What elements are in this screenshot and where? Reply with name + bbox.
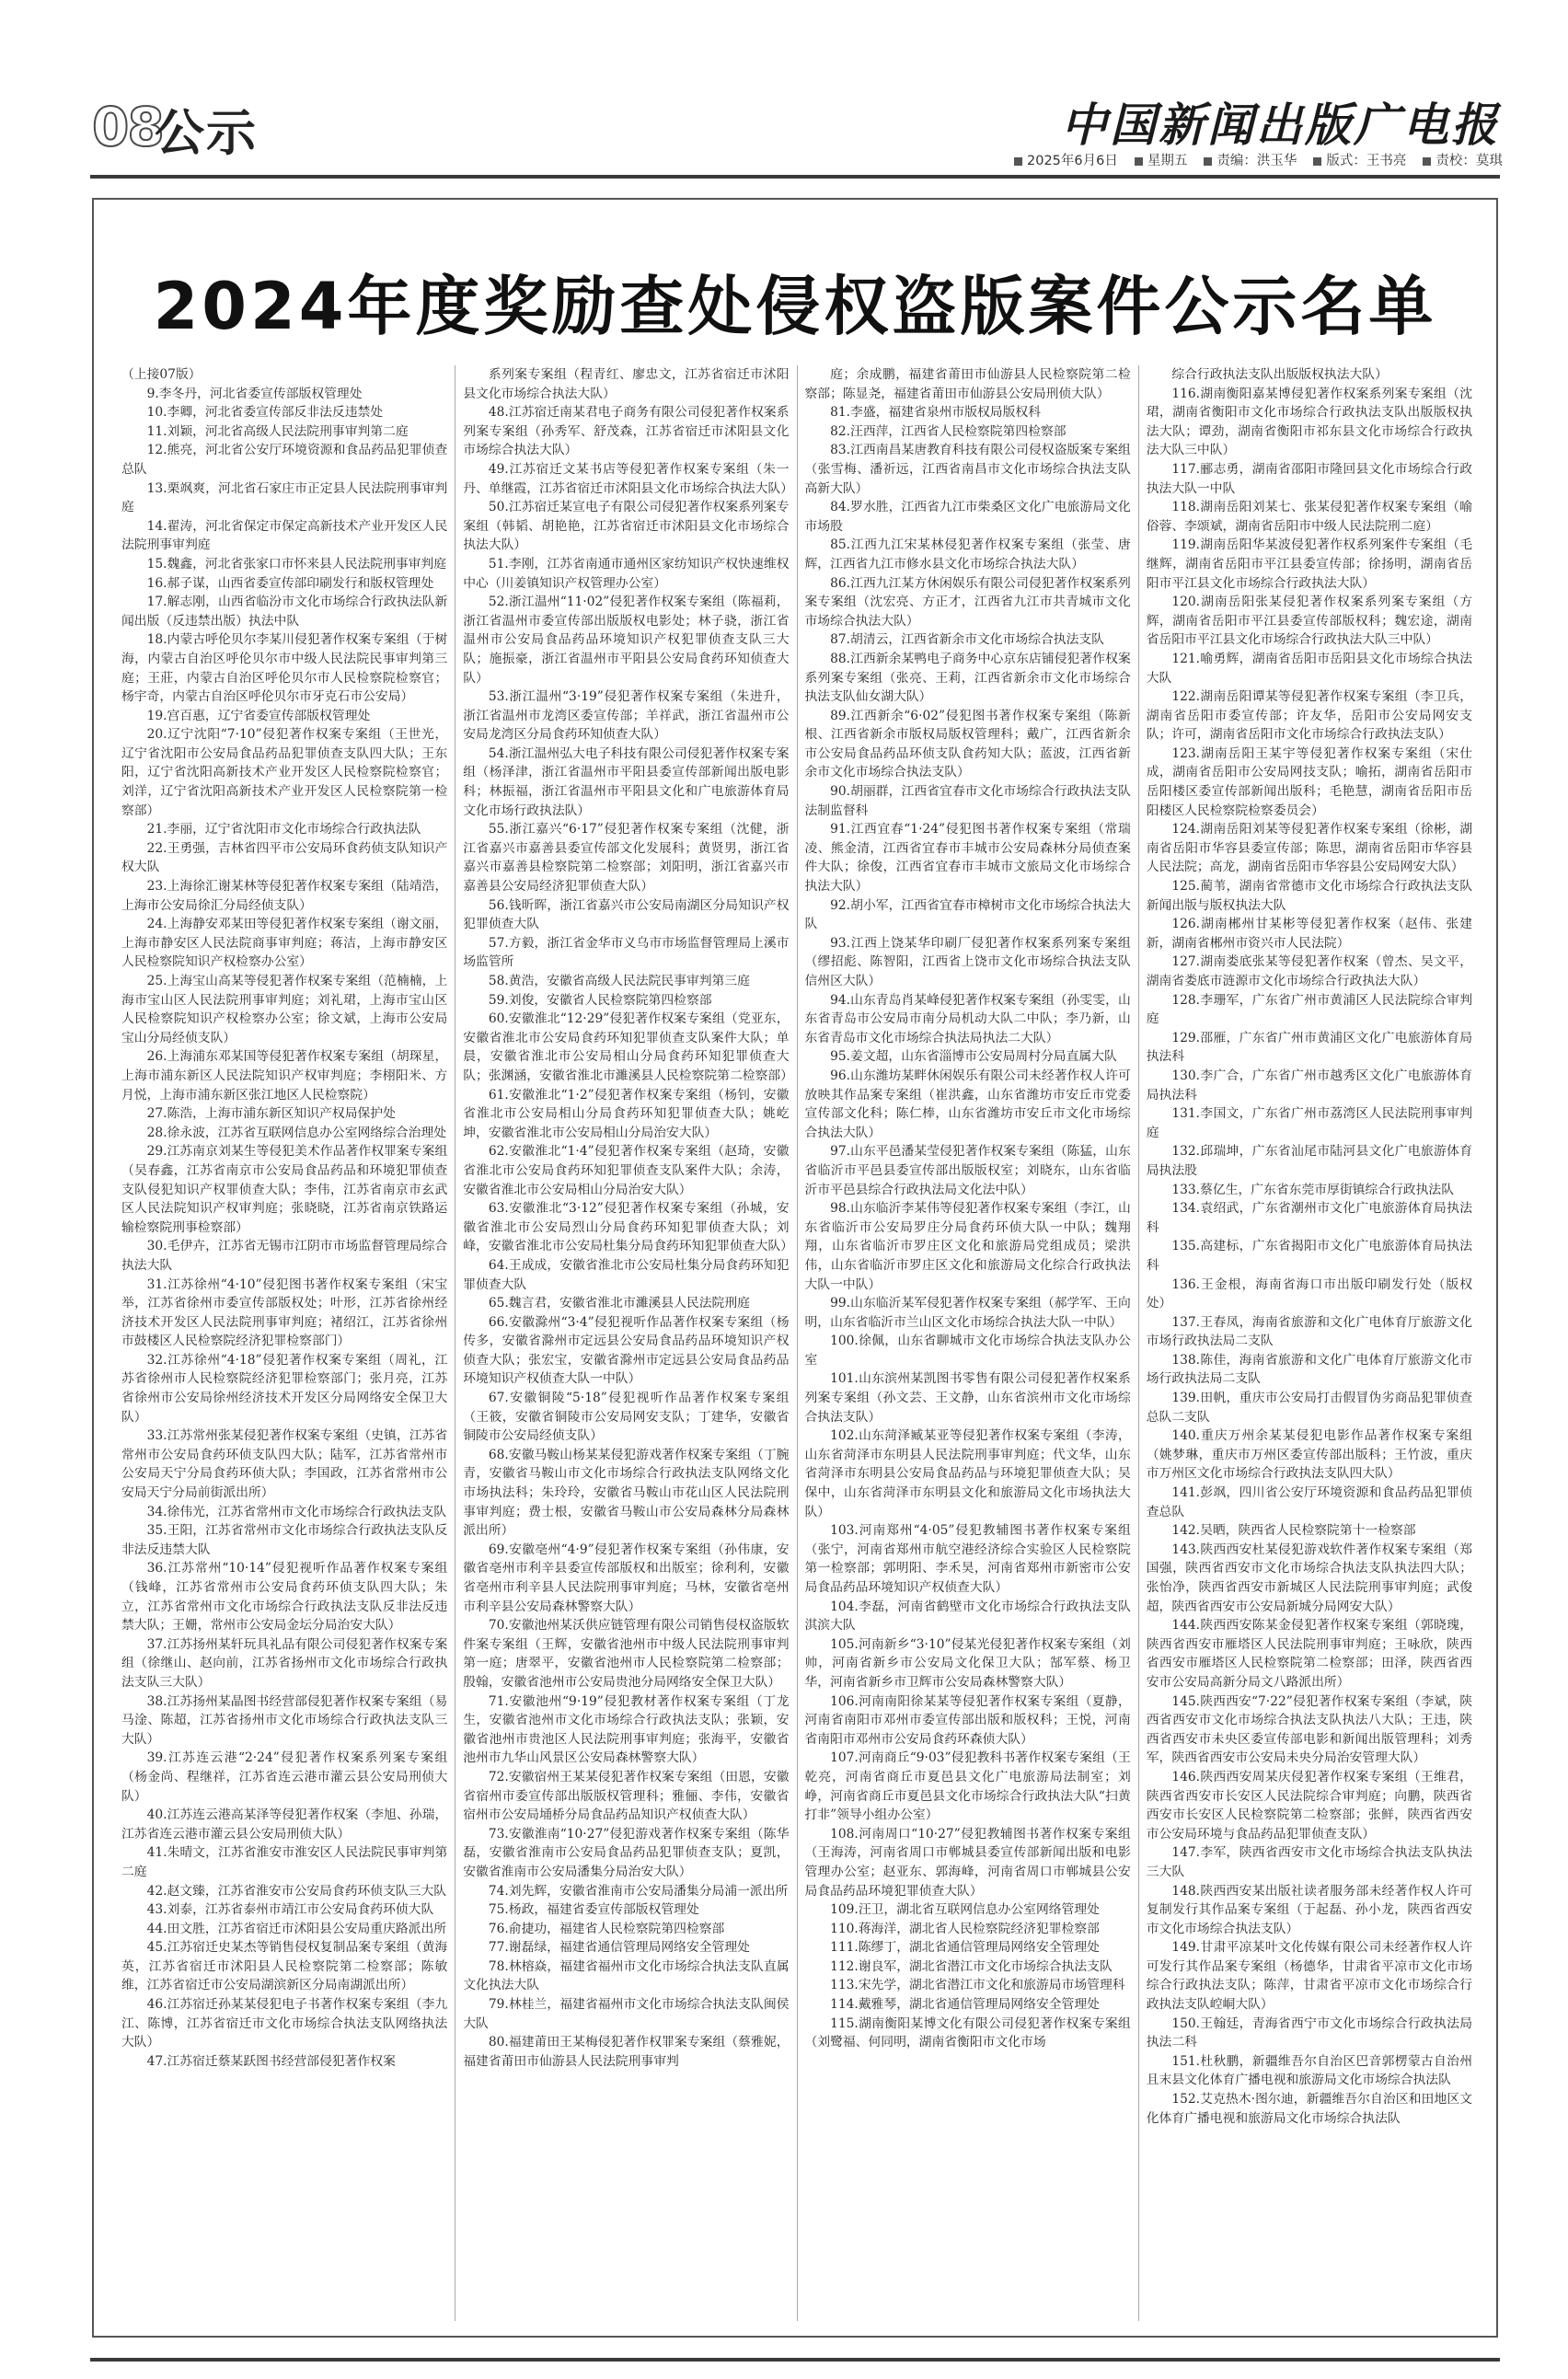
list-item: 29.江苏南京刘某生等侵犯美术作品著作权罪案专案组（吴春鑫，江苏省南京市公安局食品药品和环境犯罪侦查支队侵犯知识产权罪侦查大队；李伟，江苏省南京市玄武区人民法院知识产权审判庭；张晓晓，江苏省南京铁路运输检察院刑事检察部） <box>121 1144 448 1235</box>
list-item: 45.江苏宿迁史某杰等销售侵权复制品案专案组（黄海英，江苏省宿迁市沭阳县人民检察院第二检察部；陈敏维，江苏省宿迁市公安局湖滨新区分局南湖派出所） <box>121 1940 448 1993</box>
list-item: 90.胡丽群，江西省宜春市文化市场综合行政执法支队法制监督科 <box>804 784 1131 818</box>
list-item: 110.蒋海洋，湖北省人民检察院经济犯罪检察部 <box>830 1921 1100 1936</box>
list-item: 131.李国文，广东省广州市荔湾区人民法院刑事审判庭 <box>1146 1106 1472 1140</box>
list-item: （上接07版） <box>121 367 202 382</box>
list-item: 49.江苏宿迁文某书店等侵犯著作权案专案组（朱一丹、单继霞，江苏省宿迁市沭阳县文化市场综合执法大队） <box>463 461 793 496</box>
list-item: 12.熊亮，河北省公安厅环境资源和食品药品犯罪侦查总队 <box>121 443 448 477</box>
list-item: 65.魏言君，安徽省淮北市濉溪县人民法院刑庭 <box>488 1296 750 1311</box>
list-item: 87.胡清云，江西省新余市文化市场综合执法支队 <box>830 632 1104 648</box>
list-item: 95.姜文超，山东省淄博市公安局周村分局直属大队 <box>830 1049 1117 1065</box>
list-item: 126.湖南郴州甘某彬等侵犯著作权案（赵伟、张建新，湖南省郴州市资兴市人民法院） <box>1146 917 1472 951</box>
list-item: 33.江苏常州张某侵犯著作权案专案组（史镇，江苏省常州市公安局食药环侦支队四大队；陆军，江苏省常州市公安局天宁分局食药环侦大队；李国政，江苏省常州市公安局天宁分局前街派出所） <box>121 1428 448 1501</box>
list-item: 46.江苏宿迁孙某某侵犯电子书著作权案专案组（李九江、陈博，江苏省宿迁市文化市场综合执法支队网络执法大队） <box>121 1997 448 2050</box>
list-item: 11.刘颖，河北省高级人民法院刑事审判第二庭 <box>146 423 409 439</box>
list-item: 30.毛伊卉，江苏省无锡市江阴市市场监督管理局综合执法大队 <box>121 1239 448 1273</box>
list-item: 117.郦志勇，湖南省邵阳市隆回县文化市场综合行政执法大队一中队 <box>1146 461 1472 496</box>
article-title: 2024年度奖励查处侵权盗版案件公示名单 <box>153 269 1437 344</box>
list-item: 24.上海静安邓某田等侵犯著作权案专案组（谢文丽，上海市静安区人民法院商事审判庭；蒋洁，上海市静安区人民检察院知识产权检察办公室） <box>121 917 448 970</box>
list-item: 92.胡小军，江西省宜春市樟树市文化市场综合执法大队 <box>804 897 1131 932</box>
column-1 <box>114 365 455 2321</box>
list-item: 76.俞捷功，福建省人民检察院第四检察部 <box>488 1921 725 1936</box>
article-columns <box>114 365 1480 2321</box>
list-item: 102.山东菏泽臧某亚等侵犯著作权案专案组（李涛，山东省菏泽市东明县人民法院刑事审判庭；代文华，山东省菏泽市东明县公安局食品药品与环境犯罪侦查大队；吴保中，山东省菏泽市东明县文化和旅游局文化市场执法大队） <box>804 1428 1131 1519</box>
section-title: 公示 <box>155 104 258 162</box>
list-item: 48.江苏宿迁南某君电子商务有限公司侵犯著作权案系列案专案组（孙秀军、舒茂森，江苏省宿迁市沭阳县文化市场综合执法大队） <box>463 405 790 458</box>
list-item: 139.田帆，重庆市公安局打击假冒伪劣商品犯罪侦查总队二支队 <box>1146 1391 1472 1425</box>
column-2 <box>455 365 796 2321</box>
list-item: 152.艾克热木·图尔迪，新疆维吾尔自治区和田地区文化体育广播电视和旅游局文化市场综合执法队 <box>1146 2092 1472 2126</box>
list-item: 40.江苏连云港高某泽等侵犯著作权案（李旭、孙瑞，江苏省连云港市灌云县公安局刑侦大队） <box>121 1807 448 1842</box>
list-item: 61.安徽淮北“1·2”侵犯著作权案专案组（杨钊，安徽省淮北市公安局相山分局食药环知犯罪侦查大队；姚屹坤，安徽省淮北市公安局相山分局治安大队） <box>463 1087 790 1140</box>
list-item: 143.陕西西安杜某侵犯游戏软件著作权案专案组（郑国强，陕西省西安市文化市场综合执法支队执法四大队；张怡净，陕西省西安市新城区人民法院刑事审判庭；武俊超，陕西省西安市公安局新城分局网安大队） <box>1146 1542 1472 1614</box>
list-item: 10.李卿，河北省委宣传部反非法反违禁处 <box>146 405 384 421</box>
list-item: 77.谢磊绿，福建省通信管理局网络安全管理处 <box>488 1940 750 1956</box>
column-4 <box>1138 365 1480 2321</box>
list-item: 64.王成成，安徽省淮北市公安局杜集分局食药环知犯罪侦查大队 <box>463 1257 790 1292</box>
list-item: 96.山东潍坊某畔休闲娱乐有限公司未经著作权人许可放映其作品案专案组（崔洪鑫，山东省潍坊市安丘市党委宣传部文化科；陈仁棒，山东省潍坊市安丘市文化市场综合执法大队） <box>804 1068 1131 1140</box>
list-item: 51.李刚，江苏省南通市通州区家纺知识产权快速维权中心（川姜镇知识产权管理办公室） <box>463 556 790 591</box>
list-item: 111.陈缪丁，湖北省通信管理局网络安全管理处 <box>830 1940 1100 1956</box>
list-item: 32.江苏徐州“4·18”侵犯著作权案专案组（周礼，江苏省徐州市人民检察院经济犯罪检察部门；张月亮，江苏省徐州市公安局徐州经济技术开发区分局网络安全保卫大队） <box>121 1352 448 1425</box>
list-item: 142.吴晒，陕西省人民检察院第十一检察部 <box>1171 1523 1416 1539</box>
list-item: 135.高建标，广东省揭阳市文化广电旅游体育局执法科 <box>1146 1239 1472 1273</box>
list-item: 85.江西九江宋某林侵犯著作权案专案组（张莹、唐辉，江西省九江市修水县文化市场综合执法大队） <box>804 537 1131 572</box>
list-item: 141.彭飒，四川省公安厅环境资源和食品药品犯罪侦查总队 <box>1146 1485 1472 1519</box>
list-item: 44.田文胜，江苏省宿迁市沭阳县公安局重庆路派出所 <box>146 1921 447 1936</box>
list-item: 114.戴雅琴，湖北省通信管理局网络安全管理处 <box>830 1997 1100 2013</box>
list-item: 133.蔡亿生，广东省东莞市厚街镇综合行政执法队 <box>1171 1182 1454 1197</box>
list-item: 74.刘先辉，安徽省淮南市公安局潘集分局浦一派出所 <box>488 1883 789 1899</box>
header-rule <box>90 175 1500 179</box>
issue-editor: 责编：洪玉华 <box>1204 150 1297 169</box>
list-item: 53.浙江温州“3·19”侵犯著作权案专案组（朱进升，浙江省温州市龙湾区委宣传部；羊祥武，浙江省温州市公安局龙湾区分局食药环知侦查大队） <box>463 689 790 743</box>
list-item: 130.李广合，广东省广州市越秀区文化广电旅游体育局执法科 <box>1146 1068 1472 1103</box>
list-item: 123.湖南岳阳王某宇等侵犯著作权案专案组（宋仕成，湖南省岳阳市公安局网技支队；喻拓，湖南省岳阳市岳阳楼区委宣传部新闻出版科；毛艳慧，湖南省岳阳市岳阳楼区人民检察院检察委员会） <box>1146 745 1472 818</box>
list-item: 105.河南新乡“3·10”侵某光侵犯著作权案专案组（刘帅，河南省新乡市公安局文化保卫大队；郜军蔡、杨卫华，河南省新乡市卫辉市公安局森林警察大队） <box>804 1636 1131 1690</box>
list-item: 42.赵文臻，江苏省淮安市公安局食药环侦支队三大队 <box>146 1883 447 1899</box>
list-item: 55.浙江嘉兴“6·17”侵犯著作权案专案组（沈健，浙江省嘉兴市嘉善县委宣传部文化发展科；黄贤男，浙江省嘉兴市嘉善县检察院第二检察部；刘阳明，浙江省嘉兴市嘉善县公安局经济犯罪侦查大队） <box>463 822 790 895</box>
list-item: 60.安徽淮北“12·29”侵犯著作权案专案组（党亚东，安徽省淮北市公安局食药环知犯罪侦查支队案件大队；单晨，安徽省淮北市公安局相山分局食药环知犯罪侦查大队；张渊涵，安徽省淮北市濉溪县人民检察院第二检察部） <box>463 1011 793 1083</box>
list-item: 120.湖南岳阳张某侵犯著作权案系列案专案组（方辉，湖南省岳阳市平江县委宣传部版权科；魏宏途，湖南省岳阳市平江县文化市场综合行政执法大队三中队） <box>1146 595 1472 648</box>
list-item: 71.安徽池州“9·19”侵犯教材著作权案专案组（丁龙生，安徽省池州市文化市场综合行政执法支队；张颖，安徽省池州市贵池区人民法院刑事审判庭；张海平，安徽省池州市九华山风景区公安局森林警察大队） <box>463 1693 790 1766</box>
issue-proofreader: 责校：莫琪 <box>1423 150 1503 169</box>
list-item: 145.陕西西安“7·22”侵犯著作权案专案组（李斌，陕西省西安市文化市场综合执法支队执法八大队；王违，陕西省西安市未央区委宣传部电影和新闻出版管理科；刘秀军，陕西省西安市公安局未央分局治安管理大队） <box>1146 1693 1472 1766</box>
list-item: 129.邵雁，广东省广州市黄浦区文化广电旅游体育局执法科 <box>1146 1030 1472 1065</box>
list-item: 98.山东临沂李某伟等侵犯著作权案专案组（李江，山东省临沂市公安局罗庄分局食药环侦大队一中队；魏翔翔，山东省临沂市罗庄区文化和旅游局党组成员；梁洪伟，山东省临沂市罗庄区文化和旅游局文化综合行政执法大队一中队） <box>804 1201 1131 1292</box>
list-item: 13.栗飒爽，河北省石家庄市正定县人民法院刑事审判庭 <box>121 480 448 515</box>
list-item: 103.河南郑州“4·05”侵犯教辅图书著作权案专案组（张宁，河南省郑州市航空港经济综合实验区人民检察院第一检察部；郭明阳、李禾昊，河南省郑州市新密市公安局食品药品环境知识产权侦查大队） <box>804 1523 1131 1595</box>
list-item: 27.陈浩，上海市浦东新区知识产权局保护处 <box>146 1106 396 1122</box>
list-item: 9.李冬丹，河北省委宣传部版权管理处 <box>146 386 363 401</box>
article-frame <box>92 198 1498 2338</box>
list-item: 21.李丽，辽宁省沈阳市文化市场综合行政执法队 <box>146 822 421 837</box>
list-item: 147.李军，陕西省西安市文化市场综合执法支队执法三大队 <box>1146 1845 1472 1879</box>
list-item: 69.安徽亳州“4·9”侵犯著作权案专案组（孙伟康，安徽省亳州市利辛县委宣传部版权和出版室；徐利利，安徽省亳州市利辛县人民法院刑事审判庭；马林，安徽省亳州市利辛县公安局森林警察大队） <box>463 1542 790 1614</box>
list-item: 122.湖南岳阳谭某等侵犯著作权案专案组（李卫兵，湖南省岳阳市委宣传部；许友华，岳阳市公安局网安支队；许可，湖南省岳阳市文化市场综合行政执法支队） <box>1146 689 1472 743</box>
list-item: 93.江西上饶某华印刷厂侵犯著作权案系列案专案组（缪招彪、陈智阳，江西省上饶市文化市场综合执法支队信州区大队） <box>804 935 1131 988</box>
list-item: 17.解志刚，山西省临汾市文化市场综合行政执法队新闻出版（反违禁出版）执法中队 <box>121 595 448 629</box>
list-item: 124.湖南岳阳刘某等侵犯著作权案专案组（徐彬，湖南省岳阳市华容县委宣传部；陈思，湖南省岳阳市华容县人民法院；高龙，湖南省岳阳市华容县公安局网安大队） <box>1146 822 1472 875</box>
page-number: 08 <box>92 96 163 158</box>
list-item: 80.福建莆田王某梅侵犯著作权罪案专案组（蔡雅妮，福建省莆田市仙游县人民法院刑事审判 <box>463 2035 790 2069</box>
issue-layout: 版式：王书亮 <box>1313 150 1406 169</box>
list-item: 47.江苏宿迁蔡某跃图书经营部侵犯著作权案 <box>146 2053 396 2069</box>
list-item: 82.汪西萍，江西省人民检察院第四检察部 <box>830 423 1066 439</box>
list-item: 56.钱昕晖，浙江省嘉兴市公安局南湖区分局知识产权犯罪侦查大队 <box>463 897 790 932</box>
list-item: 79.林桂兰，福建省福州市文化市场综合执法支队闽侯大队 <box>463 1997 790 2031</box>
list-item: 119.湖南岳阳华某波侵犯著作权系列案件专案组（毛继辉，湖南省岳阳市平江县委宣传部；徐扬明，湖南省岳阳市平江县文化市场综合行政执法大队） <box>1146 537 1472 591</box>
list-item: 89.江西新余“6·02”侵犯图书著作权案专案组（陈新根、江西省新余市版权局版权管理科；戴广，江西省新余市公安局食品药品环侦支队食药知大队；蓝波，江西省新余市文化市场综合执法支队） <box>804 708 1131 780</box>
list-item: 36.江苏常州“10·14”侵犯视听作品著作权案专案组（钱峰，江苏省常州市公安局食药环侦支队四大队；朱立，江苏省常州市文化市场综合行政执法支队反非法反违禁大队；王姗，常州市公安局金坛分局治安大队） <box>121 1561 448 1634</box>
list-item: 34.徐伟光，江苏省常州市文化市场综合行政执法支队 <box>146 1504 447 1519</box>
list-item: 125.蔺苇，湖南省常德市文化市场综合行政执法支队新闻出版与版权执法大队 <box>1146 879 1472 913</box>
list-item: 136.王金根，海南省海口市出版印刷发行处（版权处） <box>1146 1276 1472 1311</box>
list-item: 26.上海浦东邓某国等侵犯著作权案专案组（胡琛星，上海市浦东新区人民法院知识产权审判庭；李栩阳米、方月悦，上海市浦东新区张江地区人民检察院） <box>121 1049 448 1103</box>
list-item: 86.江西九江某方休闲娱乐有限公司侵犯著作权案系列案专案组（沈宏亮、方正才，江西省九江市共青城市文化市场综合执法大队） <box>804 575 1131 629</box>
list-item: 97.山东平邑潘某莹侵犯著作权案专案组（陈猛，山东省临沂市平邑县委宣传部出版版权室；刘晓东，山东省临沂市平邑县综合行政执法局文化法中队） <box>804 1144 1131 1197</box>
list-item: 132.邱瑞坤，广东省汕尾市陆河县文化广电旅游体育局执法股 <box>1146 1144 1472 1178</box>
list-item: 28.徐永波，江苏省互联网信息办公室网络综合治理处 <box>146 1125 447 1140</box>
list-item: 149.甘肃平凉某叶文化传媒有限公司未经著作权人许可发行其作品案专案组（杨德华，甘肃省平凉市文化市场综合行政执法支队；陈萍，甘肃省平凉市文化市场综合行政执法支队崆峒大队） <box>1146 1940 1472 2013</box>
list-item: 134.袁绍武，广东省潮州市文化广电旅游体育局执法科 <box>1146 1201 1472 1235</box>
list-item: 116.湖南衡阳嘉某博侵犯著作权案系列案专案组（沈珺，湖南省衡阳市文化市场综合行政执法支队出版版权执法大队；谭劲，湖南省衡阳市祁东县文化市场综合行政执法大队三中队） <box>1146 386 1472 458</box>
list-item: 35.王阳，江苏省常州市文化市场综合行政执法支队反非法反违禁大队 <box>121 1523 448 1557</box>
list-item: 118.湖南岳阳刘某七、张某侵犯著作权案专案组（喻俗蓉、李颂斌，湖南省岳阳市中级人民法院刑二庭） <box>1146 500 1472 534</box>
newspaper-masthead: 中国新闻出版广电报 <box>1061 98 1500 152</box>
list-item: 146.陕西西安周某庆侵犯著作权案专案组（王维君，陕西省西安市长安区人民法院综合审判庭；向鹏，陕西省西安市长安区人民检察院第二检察部；张鲜，陕西省西安市公安局环境与食品药品犯罪侦查支队） <box>1146 1769 1472 1842</box>
list-item: 73.安徽淮南“10·27”侵犯游戏著作权案专案组（陈华磊，安徽省淮南市公安局食品药品犯罪侦查支队；夏凯，安徽省淮南市公安局潘集分局治安大队） <box>463 1826 790 1879</box>
list-item: 75.杨政，福建省委宣传部版权管理处 <box>488 1902 699 1918</box>
list-item: 43.刘泰，江苏省泰州市靖江市公安局食药环侦大队 <box>146 1902 434 1918</box>
list-item: 128.李珊军，广东省广州市黄浦区人民法院综合审判庭 <box>1146 992 1472 1027</box>
list-item: 94.山东青岛肖某峰侵犯著作权案专案组（孙雯雯，山东省青岛市公安局市南分局机动大队二中队；李乃新，山东省青岛市文化市场综合执法局执法二大队） <box>804 992 1131 1045</box>
list-item: 39.江苏连云港“2·24”侵犯著作权案系列案专案组（杨金尚、程继祥，江苏省连云港市灌云县公安局刑侦大队） <box>121 1750 448 1804</box>
list-item: 150.王翰廷，青海省西宁市文化市场综合行政执法局执法二科 <box>1146 2015 1472 2050</box>
list-item: 78.林榕焱，福建省福州市文化市场综合执法支队直属文化执法大队 <box>463 1958 790 1993</box>
issue-meta <box>1014 150 1503 169</box>
list-item: 81.李盛，福建省泉州市版权局版权科 <box>830 405 1041 421</box>
list-item: 113.宋先学，湖北省潜江市文化和旅游局市场管理科 <box>830 1978 1125 1993</box>
list-item: 综合行政执法支队出版版权执法大队） <box>1171 367 1388 382</box>
list-item: 66.安徽滁州“3·4”侵犯视听作品著作权案专案组（杨传多，安徽省滁州市定远县公安局食品药品环境知识产权侦查大队；张宏宝，安徽省滁州市定远县公安局食品药品环境知识产权侦查大队一中队） <box>463 1314 790 1387</box>
list-item: 148.陕西西安某出版社读者服务部未经著作权人许可复制发行其作品案专案组（于起磊、孙小龙，陕西省西安市文化市场综合执法支队） <box>1146 1883 1472 1936</box>
list-item: 31.江苏徐州“4·10”侵犯图书著作权案专案组（宋宝举，江苏省徐州市委宣传部版权处；叶形，江苏省徐州经济技术开发区人民法院刑事审判庭；褚绍江，江苏省徐州市鼓楼区人民检察院经济犯罪检察部门） <box>121 1276 448 1349</box>
list-item: 系列案专案组（程青红、廖忠文，江苏省宿迁市沭阳县文化市场综合执法大队） <box>463 367 790 401</box>
list-item: 144.陕西西安陈某金侵犯著作权案专案组（郭晓瑰，陕西省西安市雁塔区人民法院刑事审判庭；王咏欣，陕西省西安市雁塔区人民检察院第二检察部；田泽，陕西省西安市公安局高新分局文八路派出所） <box>1146 1618 1472 1690</box>
list-item: 52.浙江温州“11·02”侵犯著作权案专案组（陈福莉，浙江省温州市委宣传部出版版权电影处；林子骁，浙江省温州市公安局食品药品环境知识产权犯罪侦查支队三大队；施振豪，浙江省温州市平阳县公安局食药环知侦查大队） <box>463 595 790 686</box>
list-item: 88.江西新余某鸭电子商务中心京东店铺侵犯著作权案系列案专案组（张亮、王莉，江西省新余市文化市场综合执法支队仙女湖大队） <box>804 651 1131 705</box>
issue-date: 2025年6月6日 <box>1014 150 1118 169</box>
list-item: 138.陈佳，海南省旅游和文化广电体育厅旅游文化市场行政执法局二支队 <box>1146 1352 1472 1387</box>
list-item: 15.魏鑫，河北省张家口市怀来县人民法院刑事审判庭 <box>146 556 447 572</box>
list-item: 41.朱晴文，江苏省淮安市淮安区人民法院民事审判第二庭 <box>121 1845 448 1879</box>
list-item: 91.江西宜春“1·24”侵犯图书著作权案专案组（常瑞凌、熊金清，江西省宜春市丰城市公安局森林分局侦查案件大队；徐俊，江西省宜春市丰城市文旅局文化市场综合执法大队） <box>804 822 1131 895</box>
list-item: 63.安徽淮北“3·12”侵犯著作权案专案组（孙城，安徽省淮北市公安局烈山分局食药环知犯罪侦查大队；刘峰，安徽省淮北市公安局杜集分局食药环知犯罪侦查大队） <box>463 1201 793 1254</box>
list-item: 67.安徽铜陵“5·18”侵犯视听作品著作权案专案组（王筱，安徽省铜陵市公安局网安支队；丁建华，安徽省铜陵市公安局经侦支队） <box>463 1391 790 1444</box>
list-item: 19.宫百惠，辽宁省委宣传部版权管理处 <box>146 708 371 723</box>
issue-weekday: 星期五 <box>1135 150 1188 169</box>
list-item: 54.浙江温州弘大电子科技有限公司侵犯著作权案专案组（杨泽津，浙江省温州市平阳县委宣传部新闻出版电影科；林振福，浙江省温州市平阳县文化和广电旅游体育局文化市场行政执法队） <box>463 745 790 818</box>
list-item: 70.安徽池州某沃供应链管理有限公司销售侵权盗版软件案专案组（王辉，安徽省池州市中级人民法院刑事审判第一庭；唐翠平，安徽省池州市人民检察院第二检察部；殷翰，安徽省池州市公安局贵池分局网络安全保卫大队） <box>463 1618 790 1690</box>
list-item: 庭；余成鹏，福建省莆田市仙游县人民检察院第二检察部；陈显尧，福建省莆田市仙游县公安局刑侦大队） <box>804 367 1131 401</box>
list-item: 20.辽宁沈阳“7·10”侵犯著作权案专案组（王世光，辽宁省沈阳市公安局食品药品犯罪侦查支队四大队；王东阳，辽宁省沈阳高新技术产业开发区人民检察院检察官；刘洋，辽宁省沈阳高新技术产业开发区人民检察院第一检察部） <box>121 727 448 818</box>
list-item: 151.杜秋鹏，新疆维吾尔自治区巴音郭楞蒙古自治州且末县文化体育广播电视和旅游局文化市场综合执法队 <box>1146 2053 1472 2088</box>
list-item: 109.汪卫，湖北省互联网信息办公室网络管理处 <box>830 1902 1100 1918</box>
list-item: 121.喻勇辉，湖南省岳阳市岳阳县文化市场综合执法大队 <box>1146 651 1472 686</box>
list-item: 22.王勇强，吉林省四平市公安局环食药侦支队知识产权大队 <box>121 840 448 875</box>
list-item: 57.方毅，浙江省金华市义乌市市场监督管理局上溪市场监管所 <box>463 935 790 970</box>
list-item: 137.王春凤，海南省旅游和文化广电体育厅旅游文化市场行政执法局二支队 <box>1146 1314 1472 1349</box>
list-item: 14.翟涛，河北省保定市保定高新技术产业开发区人民法院刑事审判庭 <box>121 518 448 553</box>
list-item: 106.河南南阳徐某某等侵犯著作权案专案组（夏静，河南省南阳市邓州市委宣传部出版和版权科；王悦，河南省南阳市邓州市公安局食药环森侦大队） <box>804 1693 1131 1747</box>
list-item: 59.刘俊，安徽省人民检察院第四检察部 <box>488 992 712 1008</box>
list-item: 104.李磊，河南省鹤壁市文化市场综合行政执法支队淇滨大队 <box>804 1599 1131 1634</box>
list-item: 25.上海宝山高某等侵犯著作权案专案组（范楠楠，上海市宝山区人民法院刑事审判庭；刘礼珺，上海市宝山区人民检察院知识产权检察办公室；徐文斌，上海市公安局宝山分局经侦支队） <box>121 974 448 1045</box>
list-item: 115.湖南衡阳某博文化有限公司侵犯著作权案专案组（刘鹭福、何同明，湖南省衡阳市文化市场 <box>804 2015 1131 2050</box>
list-item: 101.山东滨州某凯图书零售有限公司侵犯著作权案系列案专案组（孙文芸、王文静，山东省滨州市文化市场综合执法支队） <box>804 1371 1131 1425</box>
footer-rule <box>90 2358 1500 2362</box>
list-item: 16.郝子谋，山西省委宣传部印刷发行和版权管理处 <box>146 575 434 591</box>
list-item: 23.上海徐汇谢某林等侵犯著作权案专案组（陆靖浩，上海市公安局徐汇分局经侦支队） <box>121 879 448 913</box>
list-item: 107.河南商丘“9·03”侵犯教科书著作权案专案组（王乾亮，河南省商丘市夏邑县文化广电旅游局法制室；刘峥，河南省商丘市夏邑县文化市场综合行政执法大队“扫黄打非”领导小组办公室） <box>804 1750 1131 1823</box>
list-item: 140.重庆万州余某某侵犯电影作品著作权案专案组（姚梦琳，重庆市万州区委宣传部出版科；王竹波，重庆市万州区文化市场综合行政执法支队四大队） <box>1146 1428 1472 1482</box>
list-item: 83.江西南昌某唐教育科技有限公司侵权盗版案专案组（张雪梅、潘祈远，江西省南昌市文化市场综合执法支队高新大队） <box>804 443 1131 496</box>
list-item: 62.安徽淮北“1·4”侵犯著作权案专案组（赵琦，安徽省淮北市公安局食药环知犯罪侦查支队案件大队；余涛，安徽省淮北市公安局相山分局治安大队） <box>463 1144 790 1197</box>
list-item: 100.徐佩，山东省聊城市文化市场综合执法支队办公室 <box>804 1334 1131 1368</box>
list-item: 99.山东临沂某军侵犯著作权案专案组（郝学军、王向明，山东省临沂市兰山区文化市场综合执法大队一中队） <box>804 1296 1131 1330</box>
list-item: 37.江苏扬州某轩玩具礼品有限公司侵犯著作权案专案组（徐继山、赵向前，江苏省扬州市文化市场综合行政执法支队三大队） <box>121 1636 448 1690</box>
list-item: 84.罗水胜，江西省九江市柴桑区文化广电旅游局文化市场股 <box>804 500 1131 534</box>
list-item: 112.谢良军，湖北省潜江市文化市场综合执法支队 <box>830 1958 1113 1974</box>
list-item: 68.安徽马鞍山杨某某侵犯游戏著作权案专案组（丁腕青，安徽省马鞍山市文化市场综合行政执法支队网络文化市场执法科；朱玲玲，安徽省马鞍山市花山区人民法院刑事审判庭；费士根，安徽省马鞍山市公安局森林分局森林派出所） <box>463 1447 790 1539</box>
list-item: 50.江苏宿迁某宣电子有限公司侵犯著作权案系列案专案组（韩韬、胡艳艳，江苏省宿迁市沭阳县文化市场综合执法大队） <box>463 500 790 553</box>
list-item: 127.湖南娄底张某等侵犯著作权案（曾杰、吴文平，湖南省娄底市涟源市文化市场综合行政执法大队） <box>1146 954 1472 988</box>
list-item: 38.江苏扬州某晶图书经营部侵犯著作权案专案组（易马淦、陈超，江苏省扬州市文化市场综合行政执法支队三大队） <box>121 1693 448 1747</box>
list-item: 108.河南周口“10·27”侵犯教辅图书著作权案专案组（王海涛，河南省周口市郸城县委宣传部新闻出版和电影管理办公室；赵亚东、郭海峰，河南省周口市郸城县公安局食品药品环境犯罪侦查大队） <box>804 1826 1131 1899</box>
list-item: 58.黄浩，安徽省高级人民法院民事审判第三庭 <box>488 974 750 988</box>
list-item: 18.内蒙古呼伦贝尔李某川侵犯著作权案专案组（于树海，内蒙古自治区呼伦贝尔市中级人民法院民事审判第三庭；王莊，内蒙古自治区呼伦贝尔市人民检察院检察官；杨宇奇，内蒙古自治区呼伦贝尔市牙克石市公安局） <box>121 632 448 705</box>
list-item: 72.安徽宿州王某某侵犯著作权案专案组（田恩，安徽省宿州市委宣传部出版版权管理科；雅俪、李伟，安徽省宿州市公安局埇桥分局食品药品知识产权侦查大队） <box>463 1769 790 1823</box>
column-3 <box>797 365 1138 2321</box>
